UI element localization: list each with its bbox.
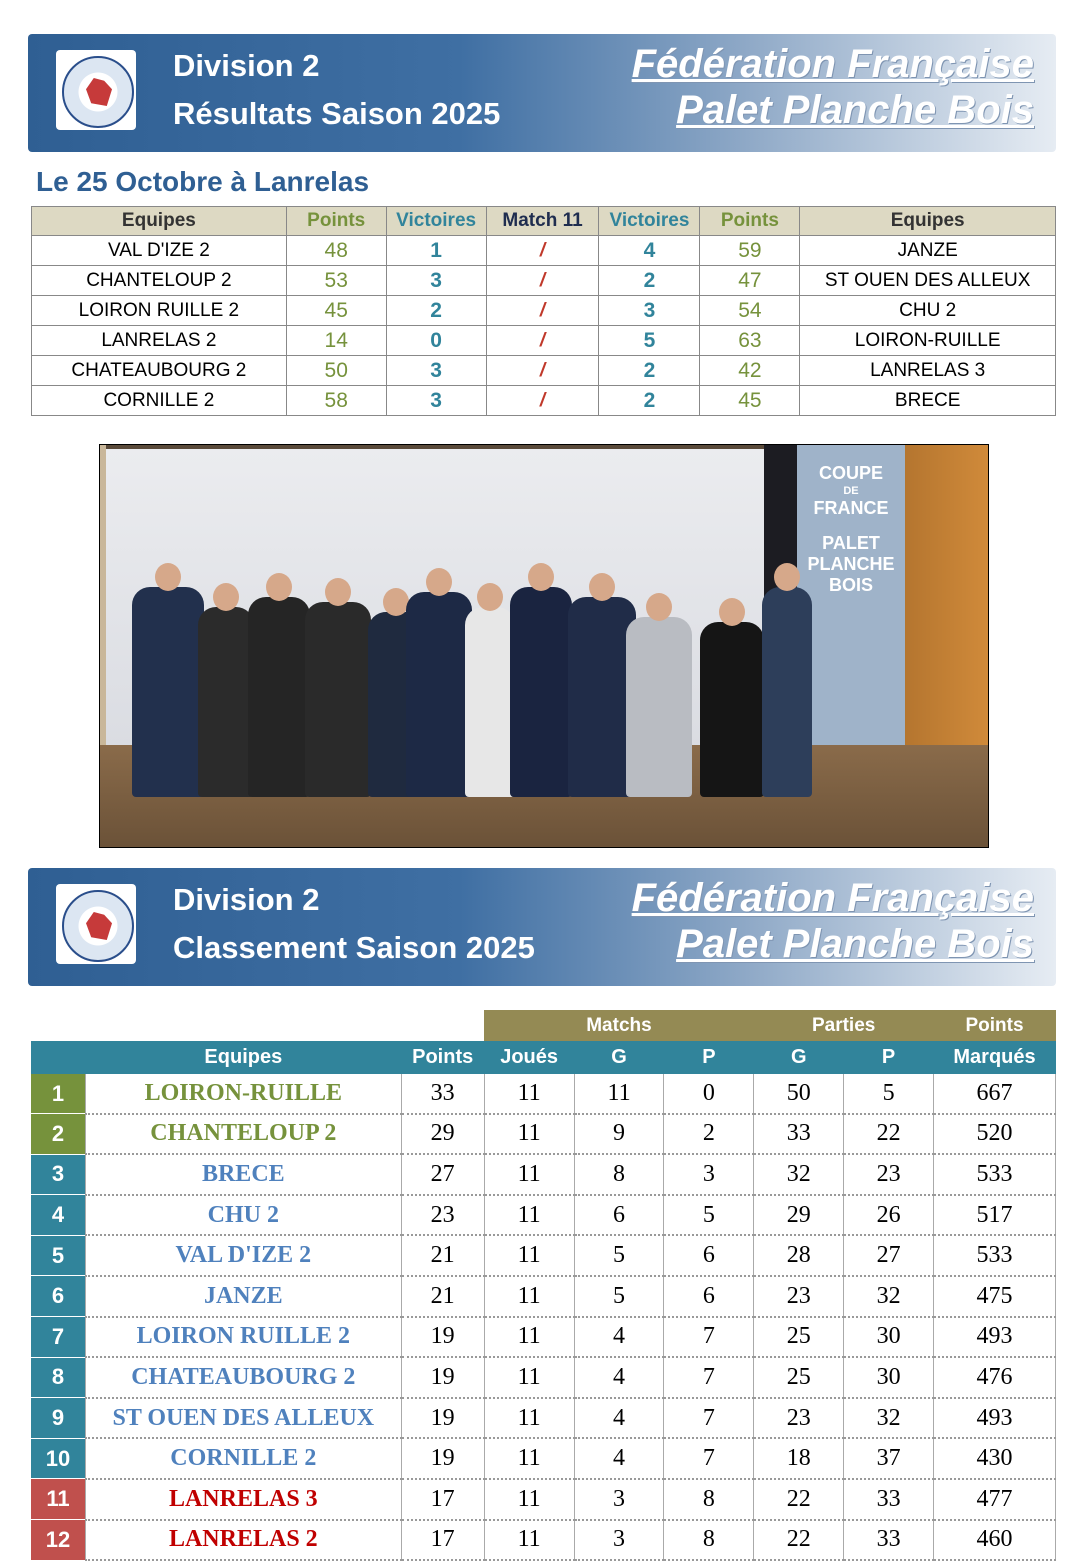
header-match-number: Match 11 [486,207,599,236]
team-name: BRECE [85,1154,401,1195]
scored-cell: 533 [934,1235,1056,1276]
standings-row [31,1438,1056,1479]
played-cell: 11 [484,1114,574,1155]
match-lost-cell: 3 [664,1154,754,1195]
federation-name-line2: Palet Planche Bois [676,922,1034,966]
match-won-cell: 4 [574,1317,664,1358]
scored-cell: 493 [934,1398,1056,1439]
team-name: LOIRON-RUILLE [85,1074,401,1114]
person [198,607,254,797]
person [510,587,572,797]
flag-line: PALET [822,533,880,553]
person [465,607,515,797]
results-banner [28,34,1056,152]
standings-table [31,1010,1056,1561]
coupe-de-france-banner [797,445,905,745]
played-cell: 11 [484,1074,574,1114]
scored-cell: 517 [934,1195,1056,1236]
federation-name-line2: Palet Planche Bois [676,88,1034,132]
match-won-cell: 3 [574,1479,664,1520]
federation-seal-icon [62,890,134,962]
match-won-cell: 5 [574,1235,664,1276]
away-victories: 2 [599,266,700,296]
away-team: CHU 2 [800,296,1056,326]
flag-line: COUPE [818,463,883,483]
game-won-cell: 25 [754,1357,844,1398]
played-cell: 11 [484,1195,574,1236]
flag-line: DE [843,485,859,497]
table-row [32,356,1056,386]
game-won-cell: 25 [754,1317,844,1358]
game-lost-cell: 32 [844,1398,934,1439]
standings-row [31,1520,1056,1561]
team-name: CHATEAUBOURG 2 [85,1357,401,1398]
game-lost-cell: 37 [844,1438,934,1479]
rank-cell: 7 [31,1317,85,1358]
team-name: LANRELAS 3 [85,1479,401,1520]
rank-cell: 5 [31,1235,85,1276]
standings-row [31,1114,1056,1155]
wall [100,445,106,775]
standings-row [31,1398,1056,1439]
person [305,602,371,797]
rank-cell: 12 [31,1520,85,1561]
game-lost-cell: 27 [844,1235,934,1276]
match-lost-cell: 8 [664,1479,754,1520]
federation-logo [56,50,136,130]
away-points: 47 [700,266,800,296]
scored-cell: 475 [934,1276,1056,1317]
score-separator: / [486,356,599,386]
away-points: 59 [700,236,800,266]
division-title: Division 2 [173,882,320,917]
standings-row [31,1235,1056,1276]
played-cell: 11 [484,1438,574,1479]
game-lost-cell: 5 [844,1074,934,1114]
match-lost-cell: 5 [664,1195,754,1236]
played-cell: 11 [484,1235,574,1276]
home-points: 45 [286,296,386,326]
score-separator: / [486,236,599,266]
match-lost-cell: 6 [664,1276,754,1317]
header-home-points: Points [286,207,386,236]
game-won-cell: 28 [754,1235,844,1276]
header-home-victories: Victoires [386,207,486,236]
table-row [32,386,1056,416]
game-won-cell: 23 [754,1276,844,1317]
standings-row [31,1357,1056,1398]
points-cell: 17 [401,1520,484,1561]
game-won-cell: 50 [754,1074,844,1114]
team-name: CHU 2 [85,1195,401,1236]
points-cell: 19 [401,1357,484,1398]
standings-row [31,1074,1056,1114]
federation-logo [56,884,136,964]
game-won-cell: 33 [754,1114,844,1155]
team-name: CHANTELOUP 2 [85,1114,401,1155]
flag-line: FRANCE [813,498,889,518]
points-cell: 23 [401,1195,484,1236]
person [132,587,204,797]
rank-cell: 8 [31,1357,85,1398]
match-won-cell: 4 [574,1357,664,1398]
standings-banner [28,868,1056,986]
header-team: Equipes [85,1041,401,1074]
table-row [32,266,1056,296]
home-victories: 3 [386,356,486,386]
team-name: ST OUEN DES ALLEUX [85,1398,401,1439]
points-cell: 33 [401,1074,484,1114]
rank-cell: 1 [31,1074,85,1114]
rank-cell: 11 [31,1479,85,1520]
points-cell: 19 [401,1438,484,1479]
match-won-cell: 4 [574,1438,664,1479]
team-name: LANRELAS 2 [85,1520,401,1561]
standings-row [31,1195,1056,1236]
played-cell: 11 [484,1317,574,1358]
match-lost-cell: 7 [664,1398,754,1439]
scored-cell: 533 [934,1154,1056,1195]
person [700,622,764,797]
home-victories: 3 [386,386,486,416]
group-matchs: Matchs [484,1010,754,1041]
away-victories: 5 [599,326,700,356]
away-team: JANZE [800,236,1056,266]
standings-row [31,1479,1056,1520]
game-won-cell: 18 [754,1438,844,1479]
header-scored: Marqués [934,1041,1056,1074]
team-name: CORNILLE 2 [85,1438,401,1479]
match-won-cell: 8 [574,1154,664,1195]
match-won-cell: 6 [574,1195,664,1236]
home-victories: 3 [386,266,486,296]
home-points: 58 [286,386,386,416]
played-cell: 11 [484,1154,574,1195]
header-away-victories: Victoires [599,207,700,236]
scored-cell: 520 [934,1114,1056,1155]
away-victories: 3 [599,296,700,326]
team-photo [99,444,989,848]
away-team: LANRELAS 3 [800,356,1056,386]
person [626,617,692,797]
table-row [32,236,1056,266]
played-cell: 11 [484,1276,574,1317]
standings-row [31,1317,1056,1358]
home-team: CHANTELOUP 2 [32,266,287,296]
standings-group-header [31,1010,1056,1041]
season-standings-title: Classement Saison 2025 [173,930,535,965]
score-separator: / [486,326,599,356]
header-away-team: Equipes [800,207,1056,236]
person [248,597,310,797]
table-row [32,296,1056,326]
match-results-table [31,206,1056,416]
match-lost-cell: 7 [664,1438,754,1479]
rank-cell: 6 [31,1276,85,1317]
scored-cell: 667 [934,1074,1056,1114]
match-won-cell: 3 [574,1520,664,1561]
person [406,592,472,797]
rank-cell: 3 [31,1154,85,1195]
game-lost-cell: 23 [844,1154,934,1195]
played-cell: 11 [484,1520,574,1561]
flag-line: BOIS [828,575,873,595]
home-victories: 2 [386,296,486,326]
home-team: LANRELAS 2 [32,326,287,356]
away-points: 54 [700,296,800,326]
scored-cell: 477 [934,1479,1056,1520]
played-cell: 11 [484,1398,574,1439]
header-away-points: Points [700,207,800,236]
away-team: BRECE [800,386,1056,416]
game-won-cell: 22 [754,1479,844,1520]
away-points: 63 [700,326,800,356]
game-won-cell: 23 [754,1398,844,1439]
score-separator: / [486,266,599,296]
person [762,587,812,797]
header-home-team: Equipes [32,207,287,236]
federation-seal-icon [62,56,134,128]
division-title: Division 2 [173,48,320,83]
rank-cell: 10 [31,1438,85,1479]
flag-line: PLANCHE [807,554,895,574]
scored-cell: 476 [934,1357,1056,1398]
home-points: 50 [286,356,386,386]
team-name: LOIRON RUILLE 2 [85,1317,401,1358]
away-team: ST OUEN DES ALLEUX [800,266,1056,296]
home-team: CHATEAUBOURG 2 [32,356,287,386]
home-team: CORNILLE 2 [32,386,287,416]
federation-name-line1: Fédération Française [631,42,1034,86]
home-team: VAL D'IZE 2 [32,236,287,266]
points-cell: 19 [401,1317,484,1358]
match-lost-cell: 2 [664,1114,754,1155]
standings-header-row [31,1041,1056,1074]
away-team: LOIRON-RUILLE [800,326,1056,356]
federation-name-line1: Fédération Française [631,876,1034,920]
game-won-cell: 29 [754,1195,844,1236]
standings-row [31,1276,1056,1317]
game-lost-cell: 33 [844,1520,934,1561]
match-lost-cell: 0 [664,1074,754,1114]
results-header-row [32,207,1056,236]
home-points: 53 [286,266,386,296]
game-lost-cell: 30 [844,1357,934,1398]
group-parties: Parties [754,1010,934,1041]
away-victories: 2 [599,356,700,386]
match-won-cell: 11 [574,1074,664,1114]
home-team: LOIRON RUILLE 2 [32,296,287,326]
game-lost-cell: 22 [844,1114,934,1155]
rank-cell: 2 [31,1114,85,1155]
away-points: 42 [700,356,800,386]
header-match-lost: P [664,1041,754,1074]
game-won-cell: 22 [754,1520,844,1561]
away-points: 45 [700,386,800,416]
home-points: 14 [286,326,386,356]
away-victories: 2 [599,386,700,416]
points-cell: 29 [401,1114,484,1155]
match-won-cell: 5 [574,1276,664,1317]
away-victories: 4 [599,236,700,266]
match-lost-cell: 6 [664,1235,754,1276]
team-name: VAL D'IZE 2 [85,1235,401,1276]
scored-cell: 493 [934,1317,1056,1358]
game-lost-cell: 26 [844,1195,934,1236]
match-won-cell: 9 [574,1114,664,1155]
score-separator: / [486,296,599,326]
header-played: Joués [484,1041,574,1074]
header-game-lost: P [844,1041,934,1074]
wood-panel [904,445,988,775]
rank-cell: 9 [31,1398,85,1439]
header-game-won: G [754,1041,844,1074]
points-cell: 19 [401,1398,484,1439]
points-cell: 17 [401,1479,484,1520]
game-lost-cell: 32 [844,1276,934,1317]
game-lost-cell: 30 [844,1317,934,1358]
home-victories: 0 [386,326,486,356]
match-lost-cell: 7 [664,1317,754,1358]
header-points: Points [401,1041,484,1074]
standings-row [31,1154,1056,1195]
team-name: JANZE [85,1276,401,1317]
group-points: Points [934,1010,1056,1041]
match-lost-cell: 7 [664,1357,754,1398]
played-cell: 11 [484,1479,574,1520]
rank-cell: 4 [31,1195,85,1236]
home-victories: 1 [386,236,486,266]
points-cell: 21 [401,1276,484,1317]
scored-cell: 460 [934,1520,1056,1561]
game-lost-cell: 33 [844,1479,934,1520]
match-lost-cell: 8 [664,1520,754,1561]
match-won-cell: 4 [574,1398,664,1439]
season-results-title: Résultats Saison 2025 [173,96,501,131]
score-separator: / [486,386,599,416]
points-cell: 27 [401,1154,484,1195]
played-cell: 11 [484,1357,574,1398]
header-match-won: G [574,1041,664,1074]
table-row [32,326,1056,356]
scored-cell: 430 [934,1438,1056,1479]
match-date-location: Le 25 Octobre à Lanrelas [36,166,370,197]
home-points: 48 [286,236,386,266]
points-cell: 21 [401,1235,484,1276]
game-won-cell: 32 [754,1154,844,1195]
